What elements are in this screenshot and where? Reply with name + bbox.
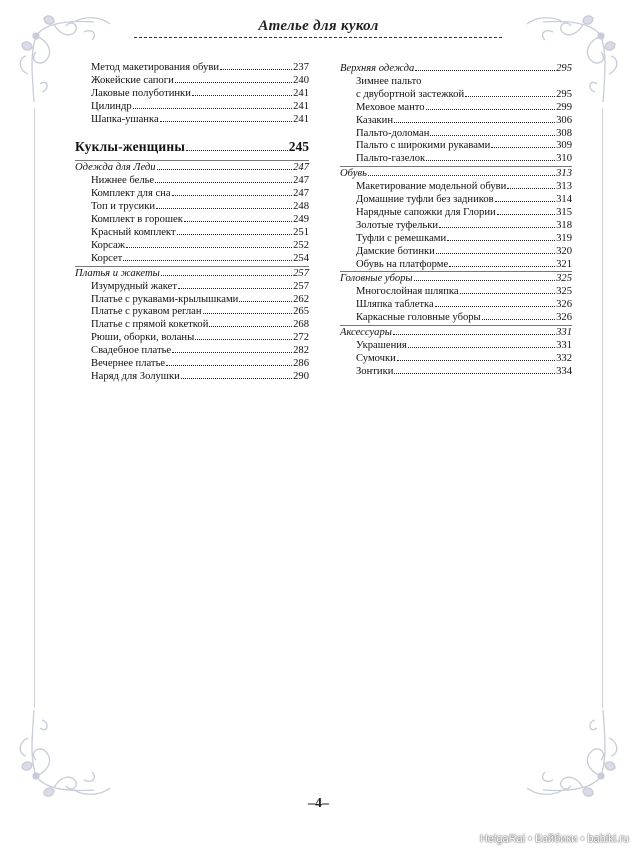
toc-dot-leader — [368, 175, 555, 176]
toc-entry-page: 254 — [293, 252, 309, 264]
toc-entry-page: 313 — [556, 168, 572, 180]
toc-dot-leader — [160, 121, 292, 122]
toc-entry — [340, 366, 572, 379]
toc-entry-title: Лаковые полуботинки — [91, 87, 191, 99]
toc-dot-leader — [175, 82, 292, 83]
toc-entry-page: 247 — [293, 162, 309, 174]
toc-entry-title: Красный комплект — [91, 227, 176, 239]
toc-dot-leader — [393, 334, 555, 335]
toc-dot-leader — [507, 188, 555, 189]
toc-dot-leader — [394, 122, 555, 123]
toc-entry-title: Куклы-женщины — [75, 139, 186, 155]
toc-entry-page: 241 — [293, 113, 309, 125]
toc-entry-page: 257 — [293, 267, 309, 279]
toc-dot-leader — [460, 293, 556, 294]
toc-entry — [75, 371, 309, 384]
toc-entry-title: Топ и трусики — [91, 201, 156, 213]
toc-entry-page: 247 — [293, 175, 309, 187]
toc-entry-title: Домашние туфли без задников — [356, 194, 494, 206]
toc-entry-title: Комплект в горошек — [91, 214, 183, 226]
toc-dot-leader — [426, 160, 555, 161]
toc-entry — [75, 88, 309, 101]
toc-entry-title: Вечернее платье — [91, 358, 166, 370]
toc-entry — [75, 319, 309, 332]
toc-entry-title: Пальто-газелок — [356, 153, 426, 165]
toc-entry-title: Шляпка таблетка — [356, 299, 434, 311]
corner-ornament-bottom-left — [14, 708, 119, 798]
toc-entry-title: Наряд для Золушки — [91, 370, 180, 382]
toc-dot-leader — [209, 326, 292, 327]
toc-entry-title: Аксессуары — [340, 327, 392, 339]
toc-entry — [340, 220, 572, 233]
toc-entry-title: Украшения — [356, 340, 407, 352]
toc-entry — [340, 115, 572, 128]
toc-entry-page: 319 — [556, 232, 572, 244]
toc-entry — [340, 194, 572, 207]
toc-entry-page: 320 — [556, 245, 572, 257]
toc-entry-title: Метод макетирования обуви — [91, 62, 219, 73]
toc-dot-leader — [155, 182, 292, 183]
toc-dot-leader — [397, 360, 555, 361]
toc-entry-page: 251 — [293, 227, 309, 239]
toc-entry-title: Пальто с широкими рукавами — [356, 140, 491, 152]
toc-entry — [340, 340, 572, 353]
toc-entry-title: Сумочки — [356, 353, 396, 365]
toc-dot-leader — [436, 253, 555, 254]
toc-entry-title: Платье с прямой кокеткой — [91, 319, 209, 331]
toc-dot-leader — [177, 234, 293, 235]
toc-dot-leader — [220, 69, 292, 70]
toc-entry-title: Пальто-доломан — [356, 127, 430, 139]
toc-dot-leader — [447, 240, 555, 241]
toc-dot-leader — [239, 301, 292, 302]
toc-dot-leader — [415, 70, 555, 71]
toc-entry-page: 325 — [556, 286, 572, 298]
toc-entry — [75, 188, 309, 201]
toc-entry-title: Нижнее белье — [91, 175, 155, 187]
toc-entry — [75, 101, 309, 114]
toc-entry-page: 326 — [556, 312, 572, 324]
toc-entry-title: Казакин — [356, 114, 394, 126]
toc-entry-title: Одежда для Леди — [75, 162, 156, 174]
toc-entry — [75, 253, 309, 266]
toc-entry-page: 295 — [556, 63, 572, 74]
toc-dot-leader — [184, 221, 292, 222]
toc-dot-leader — [482, 319, 555, 320]
toc-entry-title: Дамские ботинки — [356, 245, 435, 257]
toc-entry-title: Изумрудный жакет — [91, 280, 177, 292]
toc-dot-leader — [203, 313, 293, 314]
toc-entry — [340, 286, 572, 299]
toc-entry — [75, 201, 309, 214]
toc-section-heading — [340, 166, 572, 181]
toc-dot-leader — [178, 288, 292, 289]
toc-entry-page: 265 — [293, 306, 309, 318]
toc-entry-title: Свадебное платье — [91, 345, 172, 357]
toc-entry-page: 252 — [293, 239, 309, 251]
toc-entry-page: 286 — [293, 358, 309, 370]
toc-entry-page: 306 — [556, 114, 572, 126]
toc-section-heading — [340, 271, 572, 286]
border-line-left — [34, 108, 35, 708]
toc-entry-page: 334 — [556, 365, 572, 377]
toc-dot-leader — [172, 352, 292, 353]
toc-entry — [75, 62, 309, 75]
toc-entry-page: 268 — [293, 319, 309, 331]
toc-section-heading — [340, 62, 572, 76]
toc-entry — [340, 76, 572, 89]
toc-entry — [75, 345, 309, 358]
toc-entry-title: Корсаж — [91, 239, 125, 251]
toc-entry-title: Обувь на платформе — [356, 258, 449, 270]
toc-entry — [340, 89, 572, 102]
toc-section-heading — [75, 266, 309, 281]
toc-dot-leader — [497, 214, 555, 215]
toc-dot-leader — [181, 378, 292, 379]
toc-chapter-heading — [75, 134, 309, 160]
toc-entry-page: 237 — [293, 62, 309, 73]
toc-entry-page: 248 — [293, 201, 309, 213]
toc-dot-leader — [126, 247, 292, 248]
toc-entry-title: Обувь — [340, 168, 367, 180]
toc-dot-leader — [156, 208, 292, 209]
toc-entry-title: Макетирование модельной обуви — [356, 181, 507, 193]
toc-entry-page: 331 — [556, 340, 572, 352]
toc-dot-leader — [195, 339, 292, 340]
toc-entry — [75, 75, 309, 88]
toc-entry-page: 321 — [556, 258, 572, 270]
toc-dot-leader — [449, 266, 555, 267]
toc-dot-leader — [465, 96, 555, 97]
toc-dot-leader — [157, 169, 293, 170]
corner-ornament-bottom-right — [518, 708, 623, 798]
toc-entry-page: 325 — [556, 273, 572, 285]
toc-entry — [340, 181, 572, 194]
toc-entry-page: 326 — [556, 299, 572, 311]
toc-entry — [340, 259, 572, 272]
toc-entry-title: с двубортной застежкой — [356, 88, 465, 100]
toc-entry — [340, 353, 572, 366]
toc-dot-leader — [161, 275, 292, 276]
toc-entry-title: Зонтики — [356, 365, 394, 377]
toc-entry-title: Платье с рукавом реглан — [91, 306, 202, 318]
toc-entry-title: Шапка-ушанка — [91, 113, 159, 125]
toc-entry-title: Платья и жакеты — [75, 267, 160, 279]
toc-dot-leader — [133, 108, 292, 109]
toc-entry-page: 245 — [288, 139, 309, 155]
toc-entry — [340, 140, 572, 153]
running-header-title: Ателье для кукол — [258, 18, 379, 34]
toc-entry-title: Рюши, оборки, воланы — [91, 332, 195, 344]
toc-entry — [75, 227, 309, 240]
toc-section-heading — [75, 160, 309, 175]
watermark: HelgaRai • Бэйбики • babiki.ru — [479, 833, 629, 845]
toc-dot-leader — [491, 147, 555, 148]
toc-entry — [75, 175, 309, 188]
toc-entry-title: Верхняя одежда — [340, 63, 415, 74]
toc-dot-leader — [408, 347, 555, 348]
toc-entry — [340, 299, 572, 312]
toc-entry-page: 290 — [293, 370, 309, 382]
toc-entry — [340, 128, 572, 141]
toc-entry-page: 262 — [293, 293, 309, 305]
toc-entry-page: 295 — [556, 88, 572, 100]
header-rule — [134, 37, 502, 38]
toc-entry-title: Туфли с ремешками — [356, 232, 447, 244]
toc-entry — [340, 312, 572, 325]
toc-entry — [340, 153, 572, 166]
toc-dot-leader — [439, 227, 555, 228]
toc-entry-title: Меховое манто — [356, 101, 425, 113]
toc-entry — [340, 246, 572, 259]
toc-entry-title: Каркасные головные уборы — [356, 312, 481, 324]
toc-entry — [75, 358, 309, 371]
toc-entry-title: Головные уборы — [340, 273, 413, 285]
toc-left-column — [75, 62, 309, 384]
toc-entry-page: 315 — [556, 207, 572, 219]
toc-entry-title: Многослойная шляпка — [356, 286, 459, 298]
toc-entry-page: 299 — [556, 101, 572, 113]
toc-entry-page: 272 — [293, 332, 309, 344]
toc-entry-page: 240 — [293, 74, 309, 86]
toc-entry — [75, 281, 309, 294]
toc-entry-title: Жокейские сапоги — [91, 74, 174, 86]
toc-entry-page: 314 — [556, 194, 572, 206]
toc-entry-title: Цилиндр — [91, 100, 132, 112]
toc-entry — [75, 214, 309, 227]
toc-entry-page: 331 — [556, 327, 572, 339]
toc-entry-page: 308 — [556, 127, 572, 139]
toc-entry-title: Нарядные сапожки для Глории — [356, 207, 496, 219]
border-line-right — [602, 108, 603, 708]
toc-entry-title: Зимнее пальто — [356, 76, 422, 87]
toc-entry-page: 309 — [556, 140, 572, 152]
toc-dot-leader — [495, 201, 555, 202]
toc-dot-leader — [435, 306, 555, 307]
toc-dot-leader — [394, 373, 555, 374]
toc-dot-leader — [166, 365, 292, 366]
toc-entry-page: 249 — [293, 214, 309, 226]
toc-dot-leader — [172, 195, 293, 196]
toc-entry-page: 332 — [556, 353, 572, 365]
toc-entry — [75, 306, 309, 319]
toc-entry — [75, 332, 309, 345]
toc-entry-page: 241 — [293, 100, 309, 112]
toc-entry-page: 241 — [293, 87, 309, 99]
toc-entry-title: Платье с рукавами-крылышками — [91, 293, 239, 305]
toc-entry-page: 313 — [556, 181, 572, 193]
toc-entry — [340, 207, 572, 220]
toc-entry-title: Комплект для сна — [91, 188, 171, 200]
toc-dot-leader — [430, 135, 555, 136]
toc-right-column — [340, 62, 572, 379]
toc-entry — [75, 240, 309, 253]
toc-dot-leader — [186, 150, 288, 151]
toc-entry-page: 318 — [556, 219, 572, 231]
toc-entry — [340, 233, 572, 246]
toc-entry-title: Корсет — [91, 252, 123, 264]
toc-dot-leader — [426, 109, 556, 110]
toc-entry — [340, 102, 572, 115]
toc-entry-title: Золотые туфельки — [356, 219, 439, 231]
toc-dot-leader — [123, 260, 292, 261]
toc-entry — [75, 294, 309, 307]
toc-entry-page: 257 — [293, 280, 309, 292]
toc-entry-page: 310 — [556, 153, 572, 165]
toc-dot-leader — [192, 95, 292, 96]
toc-entry-page: 247 — [293, 188, 309, 200]
toc-dot-leader — [414, 280, 556, 281]
toc-section-heading — [340, 325, 572, 340]
toc-entry-page: 282 — [293, 345, 309, 357]
page-number: –4– — [308, 796, 329, 811]
toc-entry — [75, 114, 309, 127]
